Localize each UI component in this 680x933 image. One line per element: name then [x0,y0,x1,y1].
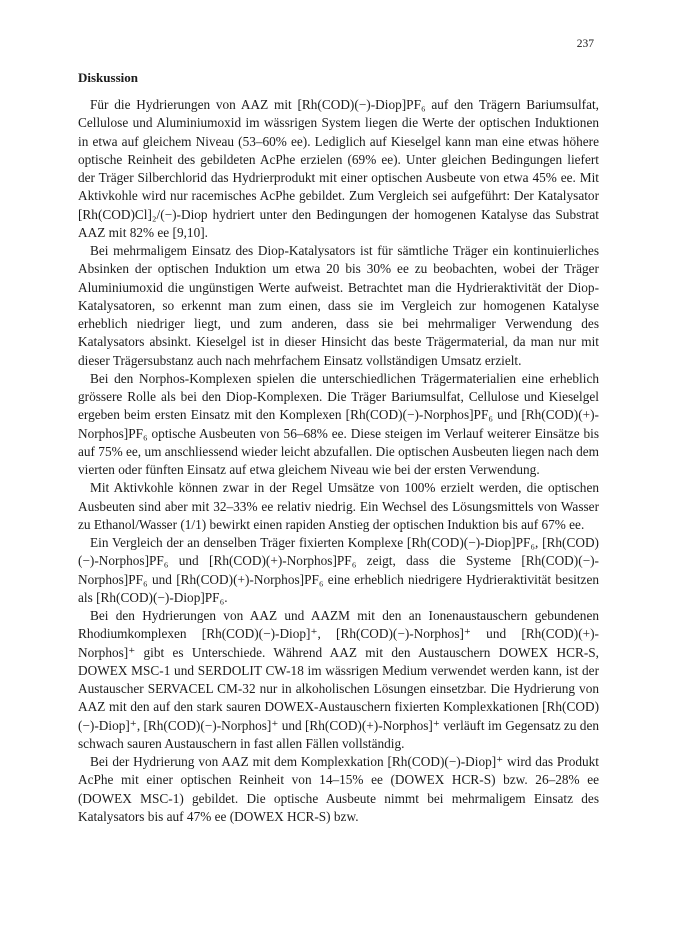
paragraph-7: Bei der Hydrierung von AAZ mit dem Komplexkation [Rh(COD)(−)-Diop]⁺ wird das Produkt AcPhe mit einer optischen Reinheit von 14–15% ee (DOWEX HCR-S) bzw. 26–28% ee (DOWEX MSC-1) gebildet. Die optische Ausbeute nimmt bei mehrmaligem Einsatz des Katalysators bis auf 47% ee (DOWEX HCR-S) bzw. [78,754,599,824]
body-text [78,96,599,826]
paragraph-5: Ein Vergleich der an denselben Träger fixierten Komplexe [Rh(COD)(−)-Diop]PF₆, [Rh(COD)(−)-Norphos]PF₆ und [Rh(COD)(+)-Norphos]PF₆ zeigt, dass die Systeme [Rh(COD)(−)-Norphos]PF₆ und [Rh(COD)(+)-Norphos]PF₆ eine erheblich niedrigere Hydrieraktivität besitzen als [Rh(COD)(−)-Diop]PF₆. [78,535,599,605]
paragraph-4: Mit Aktivkohle können zwar in der Regel Umsätze von 100% erzielt werden, die optischen Ausbeuten sind aber mit 32–33% ee relativ niedrig. Ein Wechsel des Lösungsmittels von Wasser zu Ethanol/Wasser (1/1) bewirkt einen rapiden Anstieg der optischen Induktion bis auf 67% ee. [78,480,599,532]
page-number: 237 [576,38,594,50]
paragraph-1: Für die Hydrierungen von AAZ mit [Rh(COD)(−)-Diop]PF₆ auf den Trägern Bariumsulfat, Cellulose und Aluminiumoxid im wässrigen System liegen die Werte der optischen Induktionen in etwa auf gleichem Niveau (53–60% ee). Lediglich auf Kieselgel kann man eine etwas höhere optische Reinheit des gebildeten AcPhe erzielen (69% ee). Unter gleichen Bedingungen liefert der Träger Silberchlorid das Hydrierprodukt mit einer optischen Ausbeute von etwa 45% ee. Mit Aktivkohle wird nur racemisches AcPhe gebildet. Zum Vergleich sei aufgeführt: Der Katalysator [Rh(COD)Cl]₂/(−)-Diop hydriert unter den Bedingungen der homogenen Katalyse das Substrat AAZ mit 82% ee [9,10]. [78,97,599,240]
paragraph-2: Bei mehrmaligem Einsatz des Diop-Katalysators ist für sämtliche Träger ein kontinuierliches Absinken der optischen Induktion um etwa 20 bis 30% ee zu beobachten, wobei der Träger Aluminiumoxid die ungünstigen Werte aufweist. Betrachtet man die Hydrieraktivität der Diop-Katalysatoren, so erkennt man zum einen, dass sie im Vergleich zur homogenen Katalyse erheblich niedriger liegt, und zum anderen, dass sie bei mehrmaliger Verwendung des Katalysators absinkt. Kieselgel ist in dieser Hinsicht das beste Trägermaterial, da man nur mit dieser Trägersubstanz auch nach mehrfachem Einsatz vollständigen Umsatz erzielt. [78,243,599,368]
paragraph-3: Bei den Norphos-Komplexen spielen die unterschiedlichen Trägermaterialien eine erheblich grössere Rolle als bei den Diop-Komplexen. Die Träger Bariumsulfat, Cellulose und Kieselgel ergeben beim ersten Einsatz mit den Komplexen [Rh(COD)(−)-Norphos]PF₆ und [Rh(COD)(+)-Norphos]PF₆ optische Ausbeuten von 56–68% ee. Diese steigen im Verlauf weiterer Einsätze bis auf 75% ee, um anschliessend wieder leicht abzufallen. Die optischen Ausbeuten liegen nach dem vierten oder fünften Einsatz auf etwa gleichem Niveau wie bei der ersten Verwendung. [78,370,599,477]
section-heading: Diskussion [78,70,138,85]
paragraph-6: Bei den Hydrierungen von AAZ und AAZM mit den an Ionenaustauschern gebundenen Rhodiumkomplexen [Rh(COD)(−)-Diop]⁺, [Rh(COD)(−)-Norphos]⁺ und [Rh(COD)(+)-Norphos]⁺ gibt es Unterschiede. Während AAZ mit den Austauschern DOWEX HCR-S, DOWEX MSC-1 und SERDOLIT CW-18 im wässrigen Medium verwendet werden kann, ist der Austauscher SERVACEL CM-32 nur in alkoholischen Lösungen einsetzbar. Die Hydrierung von AAZ mit den auf den stark sauren DOWEX-Austauschern fixierten Komplexkationen [Rh(COD)(−)-Diop]⁺, [Rh(COD)(−)-Norphos]⁺ und [Rh(COD)(+)-Norphos]⁺ verläuft im Gegensatz zu den schwach sauren Austauschern in fast allen Fällen vollständig. [78,608,600,751]
